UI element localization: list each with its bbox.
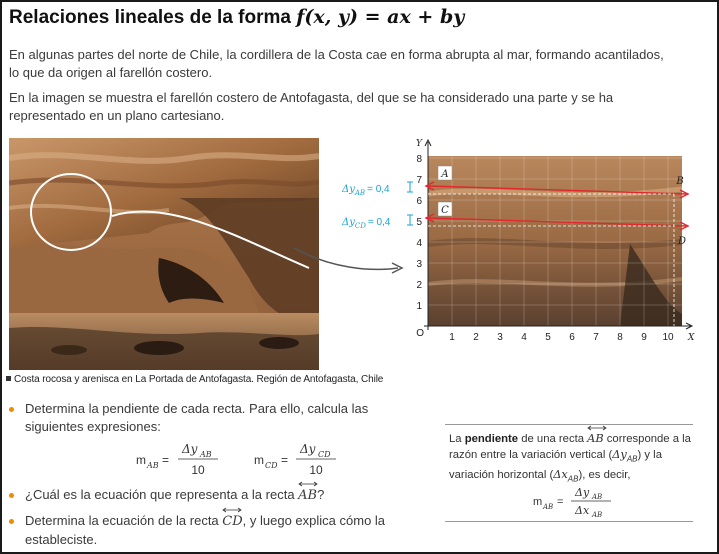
point-b-label: B — [676, 176, 684, 187]
double-arrow-icon — [222, 507, 242, 513]
y-tick-label: 7 — [416, 175, 422, 186]
y-axis-label: Y — [416, 139, 422, 149]
y-tick-label: 2 — [416, 280, 422, 291]
x-tick-label: 7 — [593, 332, 599, 343]
delta-ab-annotation — [341, 184, 390, 197]
y-tick-label: 6 — [416, 196, 422, 207]
svg-text:Δy: Δy — [300, 442, 316, 456]
slope-info-box — [445, 424, 693, 522]
x-tick-label: 5 — [545, 332, 551, 343]
origin-label: O — [416, 328, 424, 339]
x-tick-label: 2 — [473, 332, 479, 343]
x-tick-label: 6 — [569, 332, 575, 343]
title-formula: f(x, y) = ax + by — [296, 6, 465, 28]
svg-text:Δx: Δx — [575, 504, 590, 517]
x-tick-label: 1 — [449, 332, 455, 343]
svg-text:=: = — [162, 453, 170, 467]
point-c-label: C — [441, 205, 449, 216]
y-tick-label: 3 — [416, 259, 422, 270]
x-tick-label: 10 — [662, 332, 674, 343]
intro-paragraph-2: En la imagen se muestra el farellón costero de Antofagasta, del que se ha considerado una parte y se ha representado en un plano cartesiano. — [9, 90, 614, 123]
svg-text:m: m — [136, 453, 146, 467]
cartesian-plane — [330, 134, 714, 354]
svg-text:AB: AB — [200, 450, 212, 459]
vector-cd: CD — [222, 513, 242, 531]
svg-text:=: = — [281, 453, 289, 467]
photo-caption: Costa rocosa y arenisca en La Portada de Antofagasta. Región de Antofagasta, Chile — [6, 374, 383, 385]
y-tick-label: 5 — [416, 217, 422, 228]
vector-ab: AB — [298, 487, 317, 505]
bullet-dot-icon — [9, 407, 14, 412]
svg-text:Δy: Δy — [182, 442, 198, 456]
x-tick-label: 8 — [617, 332, 623, 343]
point-d-label: D — [677, 236, 687, 247]
delta-ab-sub: AB — [354, 189, 366, 197]
point-a-label: A — [441, 169, 449, 180]
vector-ab: AB — [587, 431, 603, 447]
y-tick-label: 8 — [416, 154, 422, 165]
delta-cd-value: = 0,4 — [367, 217, 391, 228]
svg-text:m: m — [533, 496, 543, 508]
svg-text:Δy: Δy — [575, 486, 590, 499]
svg-text:AB: AB — [147, 461, 159, 470]
slope-info-text: La pendiente de una recta AB corresponde a la razón entre la variación vertical $(\Delta y_{AB})$ y la variación horizontal $(\Delta x_{AB})$, es decir, — [449, 431, 693, 488]
task-item-3: Determina la ecuación de la recta CD, y luego explica cómo la estableciste. — [9, 512, 409, 549]
svg-text:m: m — [254, 453, 264, 467]
double-arrow-icon — [298, 481, 318, 487]
svg-text:ΔyAB= 0,4 — [341, 184, 390, 197]
svg-text:10: 10 — [309, 463, 323, 477]
caption-square-icon — [6, 376, 11, 381]
coast-photo — [9, 138, 319, 370]
slope-formulas — [120, 440, 360, 480]
double-arrow-icon — [587, 425, 607, 431]
bullet-dot-icon — [9, 493, 14, 498]
svg-text:AB: AB — [592, 493, 603, 501]
y-tick-label: 4 — [416, 238, 422, 249]
page-title: Relaciones lineales de la forma f(x, y) = ax + by — [9, 6, 465, 28]
svg-text:=: = — [557, 496, 564, 508]
slope-info-formula — [531, 485, 641, 519]
task-item-2: ¿Cuál es la ecuación que representa a la recta AB? — [9, 486, 409, 505]
coast-photo-illustration — [9, 138, 319, 370]
y-tick-labels — [416, 154, 422, 312]
svg-text:CD: CD — [265, 461, 278, 470]
x-tick-label: 3 — [497, 332, 503, 343]
x-tick-labels — [449, 332, 674, 343]
svg-text:AB: AB — [592, 511, 603, 519]
task-item-1: Determina la pendiente de cada recta. Para ello, calcula las siguientes expresiones: — [9, 400, 389, 436]
svg-text:AB: AB — [543, 503, 554, 511]
bullet-dot-icon — [9, 519, 14, 524]
delta-cd-prefix: Δy — [342, 217, 355, 228]
svg-text:10: 10 — [191, 463, 205, 477]
intro-paragraph-1: En algunas partes del norte de Chile, la cordillera de la Costa cae en forma abrupta al mar, formando acantilados, lo que da origen al farellón costero. — [9, 47, 664, 80]
delta-ab-prefix: Δy — [342, 184, 355, 195]
svg-text:ΔyCD= 0,4 — [341, 217, 391, 230]
x-tick-label: 4 — [521, 332, 527, 343]
delta-cd-annotation — [341, 217, 391, 230]
x-axis-label: X — [688, 333, 695, 343]
formula-ab — [136, 442, 218, 477]
y-tick-label: 1 — [416, 301, 422, 312]
svg-text:CD: CD — [318, 450, 331, 459]
delta-cd-sub: CD — [354, 222, 366, 230]
delta-ab-value: = 0,4 — [367, 184, 390, 195]
x-tick-label: 9 — [641, 332, 647, 343]
formula-cd — [254, 442, 336, 477]
